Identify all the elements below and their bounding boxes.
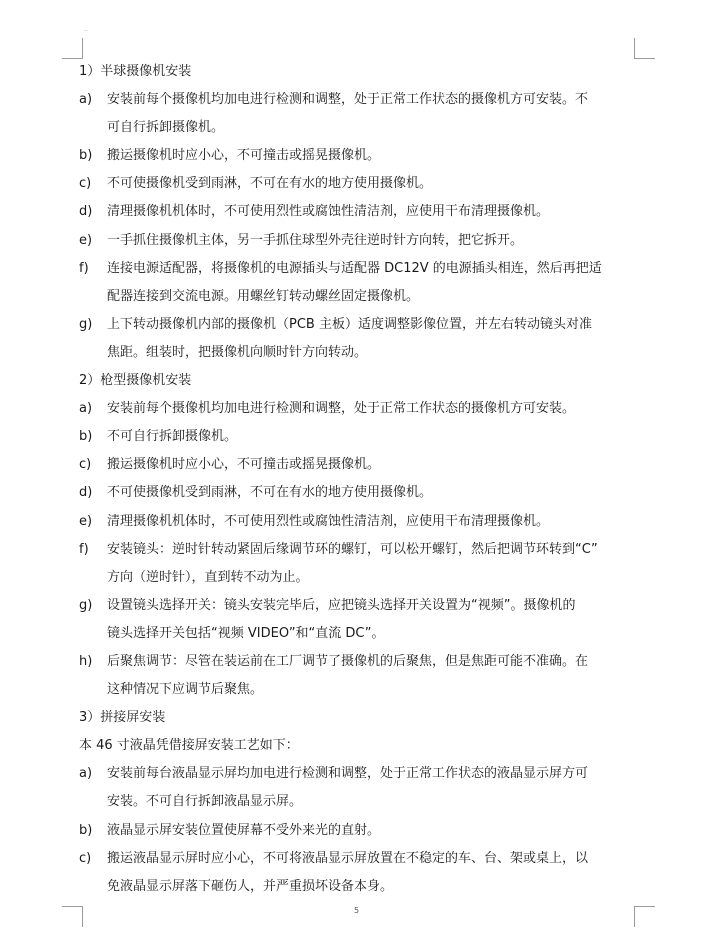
list-marker: g) [79, 316, 93, 332]
list-item [79, 423, 639, 451]
list-marker: a) [79, 766, 93, 782]
list-marker: e) [79, 513, 93, 529]
list-item [79, 311, 639, 339]
list-item [79, 479, 639, 507]
list-item [79, 198, 639, 226]
list-item-text: 安装前每台液晶显示屏均加电进行检测和调整，处于正常工作状态的液晶显示屏方可 [107, 766, 589, 782]
list-item-text: 安装前每个摄像机均加电进行检测和调整，处于正常工作状态的摄像机方可安装。 [107, 401, 576, 417]
list-item-continuation: 配器连接到交流电源。用螺丝钉转动螺丝固定摄像机。 [107, 288, 420, 304]
list-marker: a) [79, 92, 93, 108]
list-item-continuation: 焦距。组装时，把摄像机向顺时针方向转动。 [107, 344, 368, 360]
list-item [79, 451, 639, 479]
list-marker: e) [79, 232, 93, 248]
list-marker: b) [79, 148, 93, 164]
list-item-text: 液晶显示屏安装位置使屏幕不受外来光的直射。 [107, 822, 381, 838]
list-item-text: 一手抓住摄像机主体，另一手抓住球型外壳往逆时针方向转，把它拆开。 [107, 232, 524, 248]
list-item [79, 817, 639, 845]
list-item-text: 搬运液晶显示屏时应小心，不可将液晶显示屏放置在不稳定的车、台、架或桌上，以 [107, 850, 589, 866]
list-item-text: 安装前每个摄像机均加电进行检测和调整，处于正常工作状态的摄像机方可安装。不 [107, 92, 589, 108]
section-heading: 2）枪型摄像机安装 [79, 373, 192, 389]
list-item [79, 86, 639, 114]
list-item-continuation: 方向（逆时针），直到转不动为止。 [107, 569, 309, 585]
list-item [79, 648, 639, 676]
list-marker: c) [79, 457, 92, 473]
list-marker: b) [79, 822, 93, 838]
list-item [79, 255, 639, 283]
list-item-continuation: 这种情况下应调节后聚焦。 [107, 682, 264, 698]
corner-mark-top-left [62, 38, 83, 59]
list-marker: b) [79, 429, 93, 445]
list-item [79, 592, 639, 620]
list-item [79, 142, 639, 170]
section-heading: 本 46 寸液晶凭借接屏安装工艺如下： [79, 738, 299, 754]
top-mark: .. [84, 26, 88, 33]
list-marker: f) [79, 260, 89, 276]
list-item-continuation: 镜头选择开关包括“视频 VIDEO”和“直流 DC”。 [107, 625, 385, 641]
list-item-text: 不可使摄像机受到雨淋，不可在有水的地方使用摄像机。 [107, 485, 433, 501]
list-item [79, 536, 639, 564]
section-heading: 1）半球摄像机安装 [79, 64, 192, 79]
list-item-text: 不可自行拆卸摄像机。 [107, 429, 238, 445]
list-item-text: 不可使摄像机受到雨淋，不可在有水的地方使用摄像机。 [107, 176, 433, 192]
list-marker: h) [79, 653, 93, 669]
list-item [79, 845, 639, 873]
list-item-text: 上下转动摄像机内部的摄像机（PCB 主板）适度调整影像位置，并左右转动镜头对准 [107, 316, 592, 332]
list-item-text: 清理摄像机机体时，不可使用烈性或腐蚀性清洁剂，应使用干布清理摄像机。 [107, 204, 550, 220]
list-marker: c) [79, 176, 92, 192]
list-item [79, 508, 639, 536]
document-body [79, 58, 639, 901]
list-item [79, 760, 639, 788]
list-marker: c) [79, 850, 92, 866]
list-item-text: 连接电源适配器，将摄像机的电源插头与适配器 DC12V 的电源插头相连，然后再把适 [107, 260, 602, 276]
list-item-text: 搬运摄像机时应小心，不可撞击或摇晃摄像机。 [107, 457, 381, 473]
list-item-continuation: 免液晶显示屏落下砸伤人，并严重损坏设备本身。 [107, 878, 394, 894]
list-marker: d) [79, 485, 93, 501]
list-item-text: 设置镜头选择开关：镜头安装完毕后，应把镜头选择开关设置为“视频”。摄像机的 [107, 597, 576, 613]
list-marker: f) [79, 541, 89, 557]
list-item [79, 395, 639, 423]
list-item-continuation: 可自行拆卸摄像机。 [107, 120, 225, 136]
list-item-text: 清理摄像机机体时，不可使用烈性或腐蚀性清洁剂，应使用干布清理摄像机。 [107, 513, 550, 529]
list-item [79, 227, 639, 255]
list-item [79, 170, 639, 198]
section-heading: 3）拼接屏安装 [79, 710, 166, 726]
list-marker: a) [79, 401, 93, 417]
list-item-text: 后聚焦调节：尽管在装运前在工厂调节了摄像机的后聚焦，但是焦距可能不准确。在 [107, 653, 589, 669]
list-item-text: 搬运摄像机时应小心，不可撞击或摇晃摄像机。 [107, 148, 381, 164]
corner-mark-top-right [634, 38, 655, 59]
list-item-text: 安装镜头：逆时针转动紧固后缘调节环的螺钉，可以松开螺钉，然后把调节环转到“C” [107, 541, 598, 557]
list-marker: d) [79, 204, 93, 220]
page-number: 5 [353, 906, 360, 915]
list-marker: g) [79, 597, 93, 613]
list-item-continuation: 安装。不可自行拆卸液晶显示屏。 [107, 794, 303, 810]
